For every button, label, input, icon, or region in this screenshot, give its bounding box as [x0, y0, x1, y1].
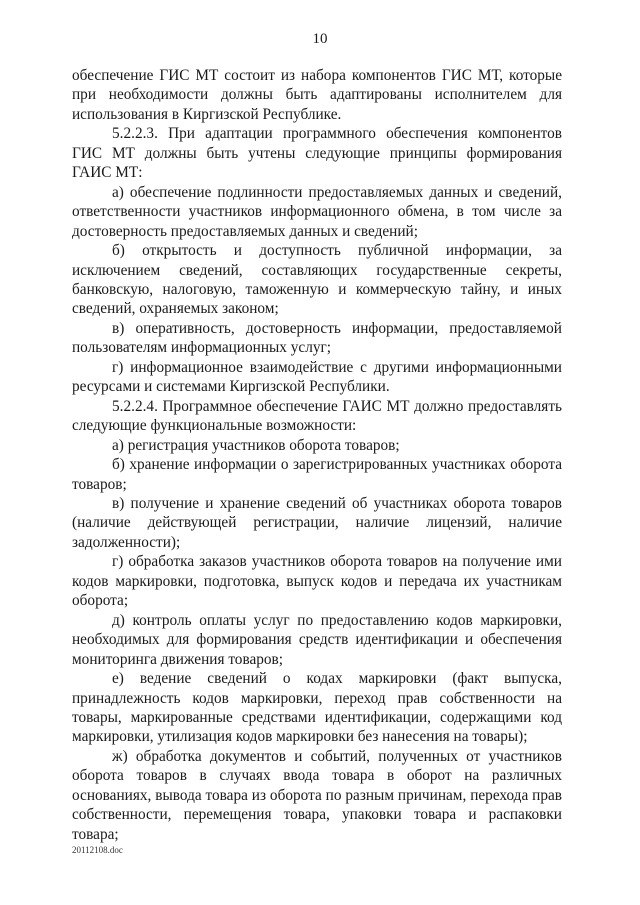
paragraph: обеспечение ГИС МТ состоит из набора компонентов ГИС МТ, которые при необходимости должны быть адаптированы исполнителем для использования в Киргизской Республике. — [72, 67, 562, 123]
paragraph: ж) обработка документов и событий, полученных от участников оборота товаров в случаях ввода товара в оборот на различных основаниях, вывода товара из оборота по разным причинам, перехода прав собственности, перемещения товара, упаковки товара и распаковки товара; — [72, 747, 562, 843]
page-number: 10 — [312, 31, 328, 47]
paragraph: г) обработка заказов участников оборота товаров на получение ими кодов маркировки, подготовка, выпуск кодов и передача их участникам оборота; — [72, 553, 562, 610]
paragraph: е) ведение сведений о кодах маркировки (факт выпуска, принадлежность кодов маркировки, переход прав собственности на товары, маркированные средствами идентификации, содержащими код маркировки, утилизация кодов маркировки без нанесения на товары); — [72, 670, 562, 746]
paragraph: в) оперативность, достоверность информации, предоставляемой пользователям информационных услуг; — [72, 319, 562, 357]
paragraph: 5.2.2.3. При адаптации программного обеспечения компонентов ГИС МТ должны быть учтены следующие принципы формирования ГАИС МТ: — [72, 125, 562, 182]
paragraph: в) получение и хранение сведений об участниках оборота товаров (наличие действующей регистрации, наличие лицензий, наличие задолженности); — [72, 494, 562, 551]
paragraph: 5.2.2.4. Программное обеспечение ГАИС МТ должно предоставлять следующие функциональные возможности: — [72, 397, 562, 435]
paragraph: б) открытость и доступность публичной информации, за исключением сведений, составляющих государственные секреты, банковскую, налоговую, таможенную и коммерческую тайну, и иных сведений, охраняемых законом; — [72, 242, 562, 318]
footer-file-label: 20112108.doc — [72, 845, 123, 855]
paragraph: а) обеспечение подлинности предоставляемых данных и сведений, ответственности участников информационного обмена, в том числе за достоверность предоставляемых данных и сведений; — [72, 183, 562, 240]
document-body — [72, 66, 562, 844]
paragraph: б) хранение информации о зарегистрированных участниках оборота товаров; — [72, 456, 562, 493]
paragraph: д) контроль оплаты услуг по предоставлению кодов маркировки, необходимых для формирования средств идентификации и обеспечения мониторинга движения товаров; — [72, 611, 562, 668]
paragraph: а) регистрация участников оборота товаров; — [112, 436, 400, 454]
paragraph: г) информационное взаимодействие с другими информационными ресурсами и системами Киргизской Республики. — [72, 358, 562, 396]
